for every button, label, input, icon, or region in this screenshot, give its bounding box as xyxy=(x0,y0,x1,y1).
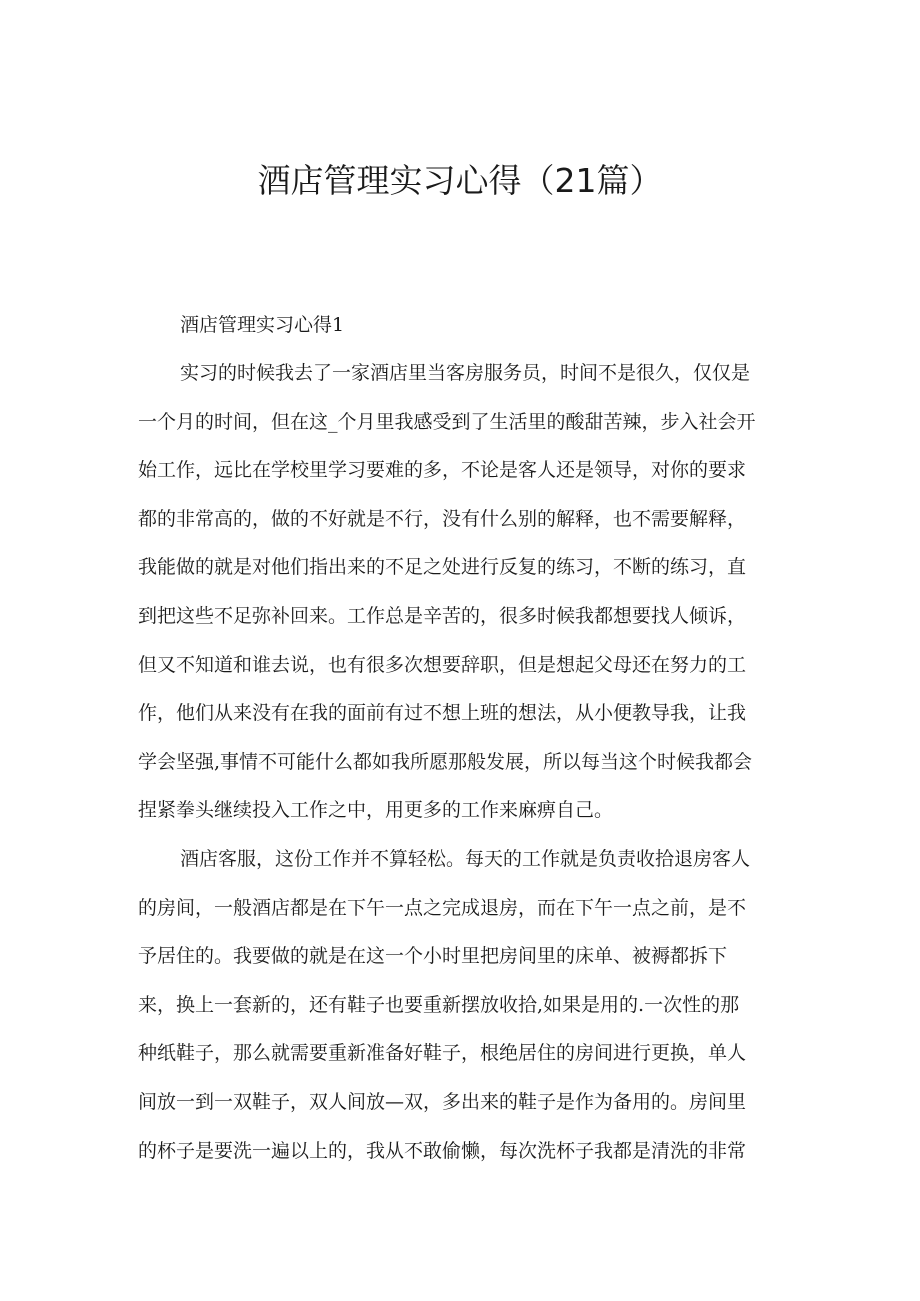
paragraph-line: 作，他们从来没有在我的面前有过不想上班的想法，从小便教导我，让我 xyxy=(138,702,747,725)
section-heading: 酒店管理实习心得1 xyxy=(180,314,345,336)
paragraph-1 xyxy=(138,349,798,835)
document-title: 酒店管理实习心得（21篇） xyxy=(257,161,663,200)
paragraph-line: 我能做的就是对他们指出来的不足之处进行反复的练习，不断的练习，直 xyxy=(138,556,747,579)
paragraph-line: 始工作，远比在学校里学习要难的多，不论是客人还是领导，对你的要求 xyxy=(138,459,747,482)
paragraph-line: 到把这些不足弥补回来。工作总是辛苦的，很多时候我都想要找人倾诉， xyxy=(138,604,747,627)
paragraph-line: 捏紧拳头继续投入工作之中，用更多的工作来麻痹自己。 xyxy=(138,799,614,822)
paragraph-line: 来，换上一套新的，还有鞋子也要重新摆放收拾,如果是用的.一次性的那 xyxy=(138,993,740,1016)
paragraph-line: 学会坚强,事情不可能什么都如我所愿那般发展，所以每当这个时候我都会 xyxy=(138,750,753,773)
paragraph-line: 间放一到一双鞋子，双人间放—双，多出来的鞋子是作为备用的。房间里 xyxy=(138,1090,747,1113)
paragraph-line: 一个月的时间，但在这_个月里我感受到了生活里的酸甜苦辣，步入社会开 xyxy=(138,410,756,433)
paragraph-line: 实习的时候我去了一家酒店里当客房服务员，时间不是很久，仅仅是 xyxy=(180,362,751,384)
paragraph-line: 但又不知道和谁去说，也有很多次想要辞职，但是想起父母还在努力的工 xyxy=(138,653,747,676)
paragraph-line: 的杯子是要洗一遍以上的，我从不敢偷懒，每次洗杯子我都是清洗的非常 xyxy=(138,1139,747,1162)
paragraph-line: 种纸鞋子，那么就需要重新准备好鞋子，根绝居住的房间进行更换，单人 xyxy=(138,1042,747,1065)
paragraph-line: 的房间，一般酒店都是在下午一点之完成退房，而在下午一点之前，是不 xyxy=(138,896,747,919)
paragraph-line: 都的非常高的，做的不好就是不行，没有什么别的解释，也不需要解释， xyxy=(138,507,747,530)
paragraph-2 xyxy=(138,835,798,1175)
paragraph-line: 予居住的。我要做的就是在这一个小时里把房间里的床单、被褥都拆下 xyxy=(138,945,728,968)
paragraph-line: 酒店客服，这份工作并不算轻松。每天的工作就是负责收拾退房客人 xyxy=(180,848,751,870)
